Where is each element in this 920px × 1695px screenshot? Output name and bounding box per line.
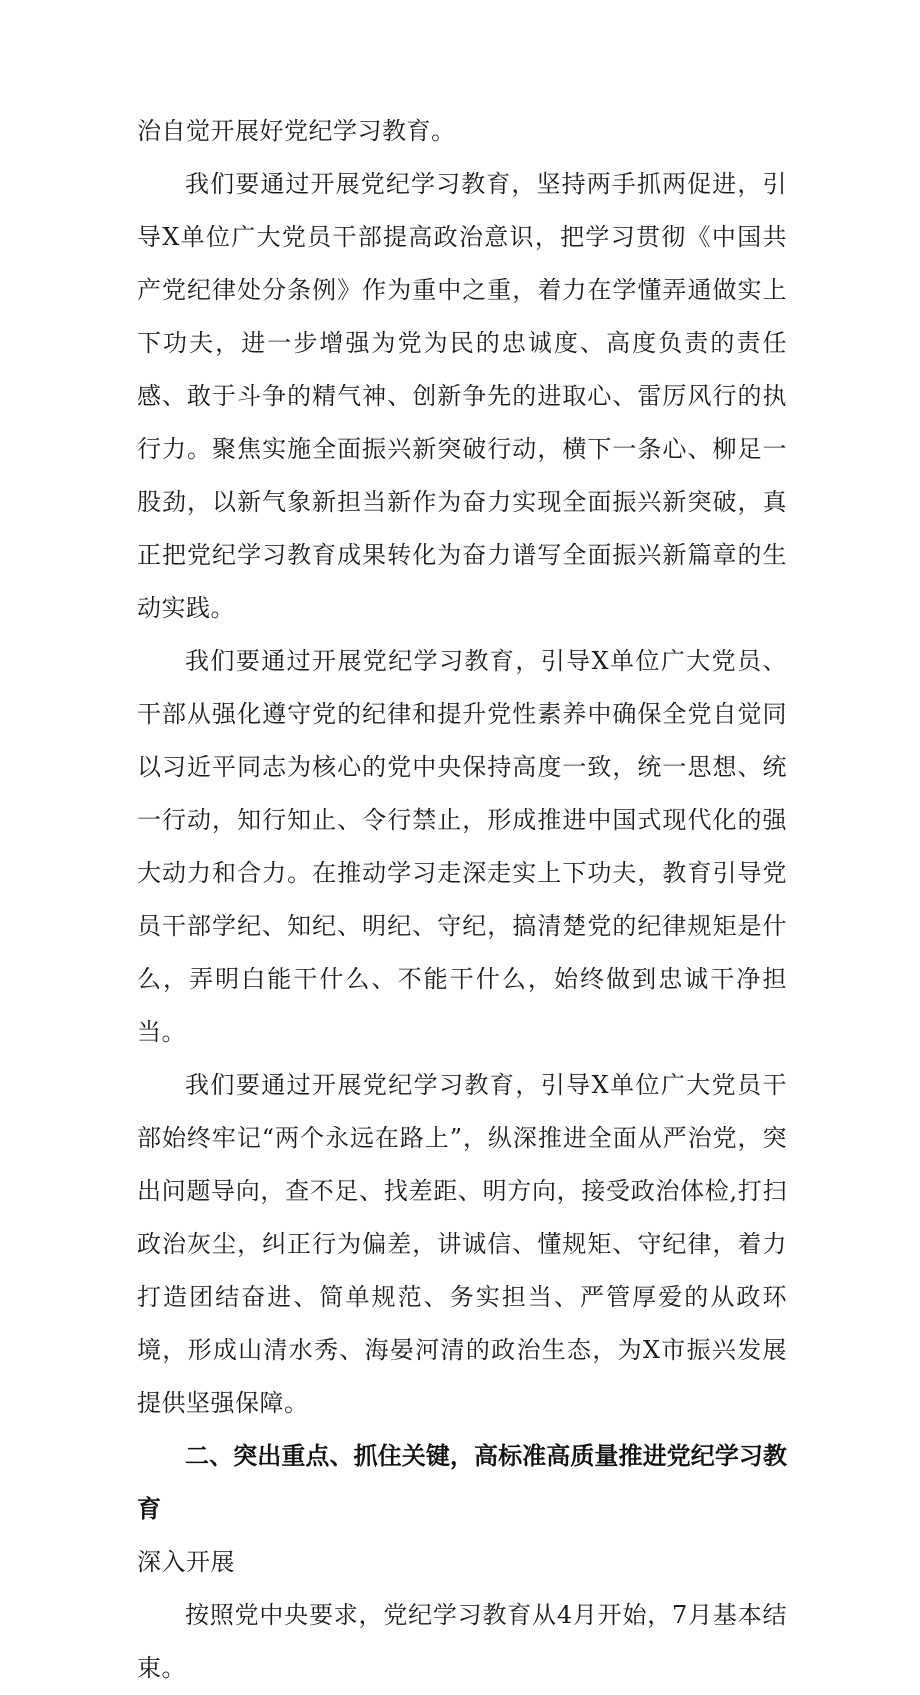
paragraph-strict-governance: 我们要通过开展党纪学习教育，引导X单位广大党员干部始终牢记“两个永远在路上”，纵深推进全面从严治党，突出问题导向，查不足、找差距、明方向，接受政治体检,打扫政治灰尘，纠正行为偏差，讲诚信、懂规矩、守纪律，着力打造团结奋进、简单规范、务实担当、严管厚爱的从政环境，形成山清水秀、海晏河清的政治生态，为X市振兴发展提供坚强保障。	[137, 1071, 787, 1417]
section-heading-continuation: 深入开展	[137, 1548, 235, 1576]
paragraph-intro-tail: 治自觉开展好党纪学习教育。	[137, 117, 456, 145]
section-heading: 二、突出重点、抓住关键，高标准高质量推进党纪学习教育	[137, 1442, 787, 1523]
paragraph-discipline-alignment: 我们要通过开展党纪学习教育，引导X单位广大党员、干部从强化遵守党的纪律和提升党性素养中确保全党自觉同以习近平同志为核心的党中央保持高度一致，统一思想、统一行动，知行知止、令行禁止，形成推进中国式现代化的强大动力和合力。在推动学习走深走实上下功夫，教育引导党员干部学纪、知纪、明纪、守纪，搞清楚党的纪律规矩是什么，弄明白能干什么、不能干什么，始终做到忠诚干净担当。	[137, 647, 787, 1046]
paragraph-schedule: 按照党中央要求，党纪学习教育从4月开始，7月基本结束。	[137, 1601, 787, 1682]
paragraph-political-awareness: 我们要通过开展党纪学习教育，坚持两手抓两促进，引导X单位广大党员干部提高政治意识，把学习贯彻《中国共产党纪律处分条例》作为重中之重，着力在学懂弄通做实上下功夫，进一步增强为党为民的忠诚度、高度负责的责任感、敢于斗争的精气神、创新争先的进取心、雷厉风行的执行力。聚焦实施全面振兴新突破行动，横下一条心、柳足一股劲，以新气象新担当新作为奋力实现全面振兴新突破，真正把党纪学习教育成果转化为奋力谱写全面振兴新篇章的生动实践。	[137, 170, 787, 622]
document-body	[137, 105, 787, 1695]
